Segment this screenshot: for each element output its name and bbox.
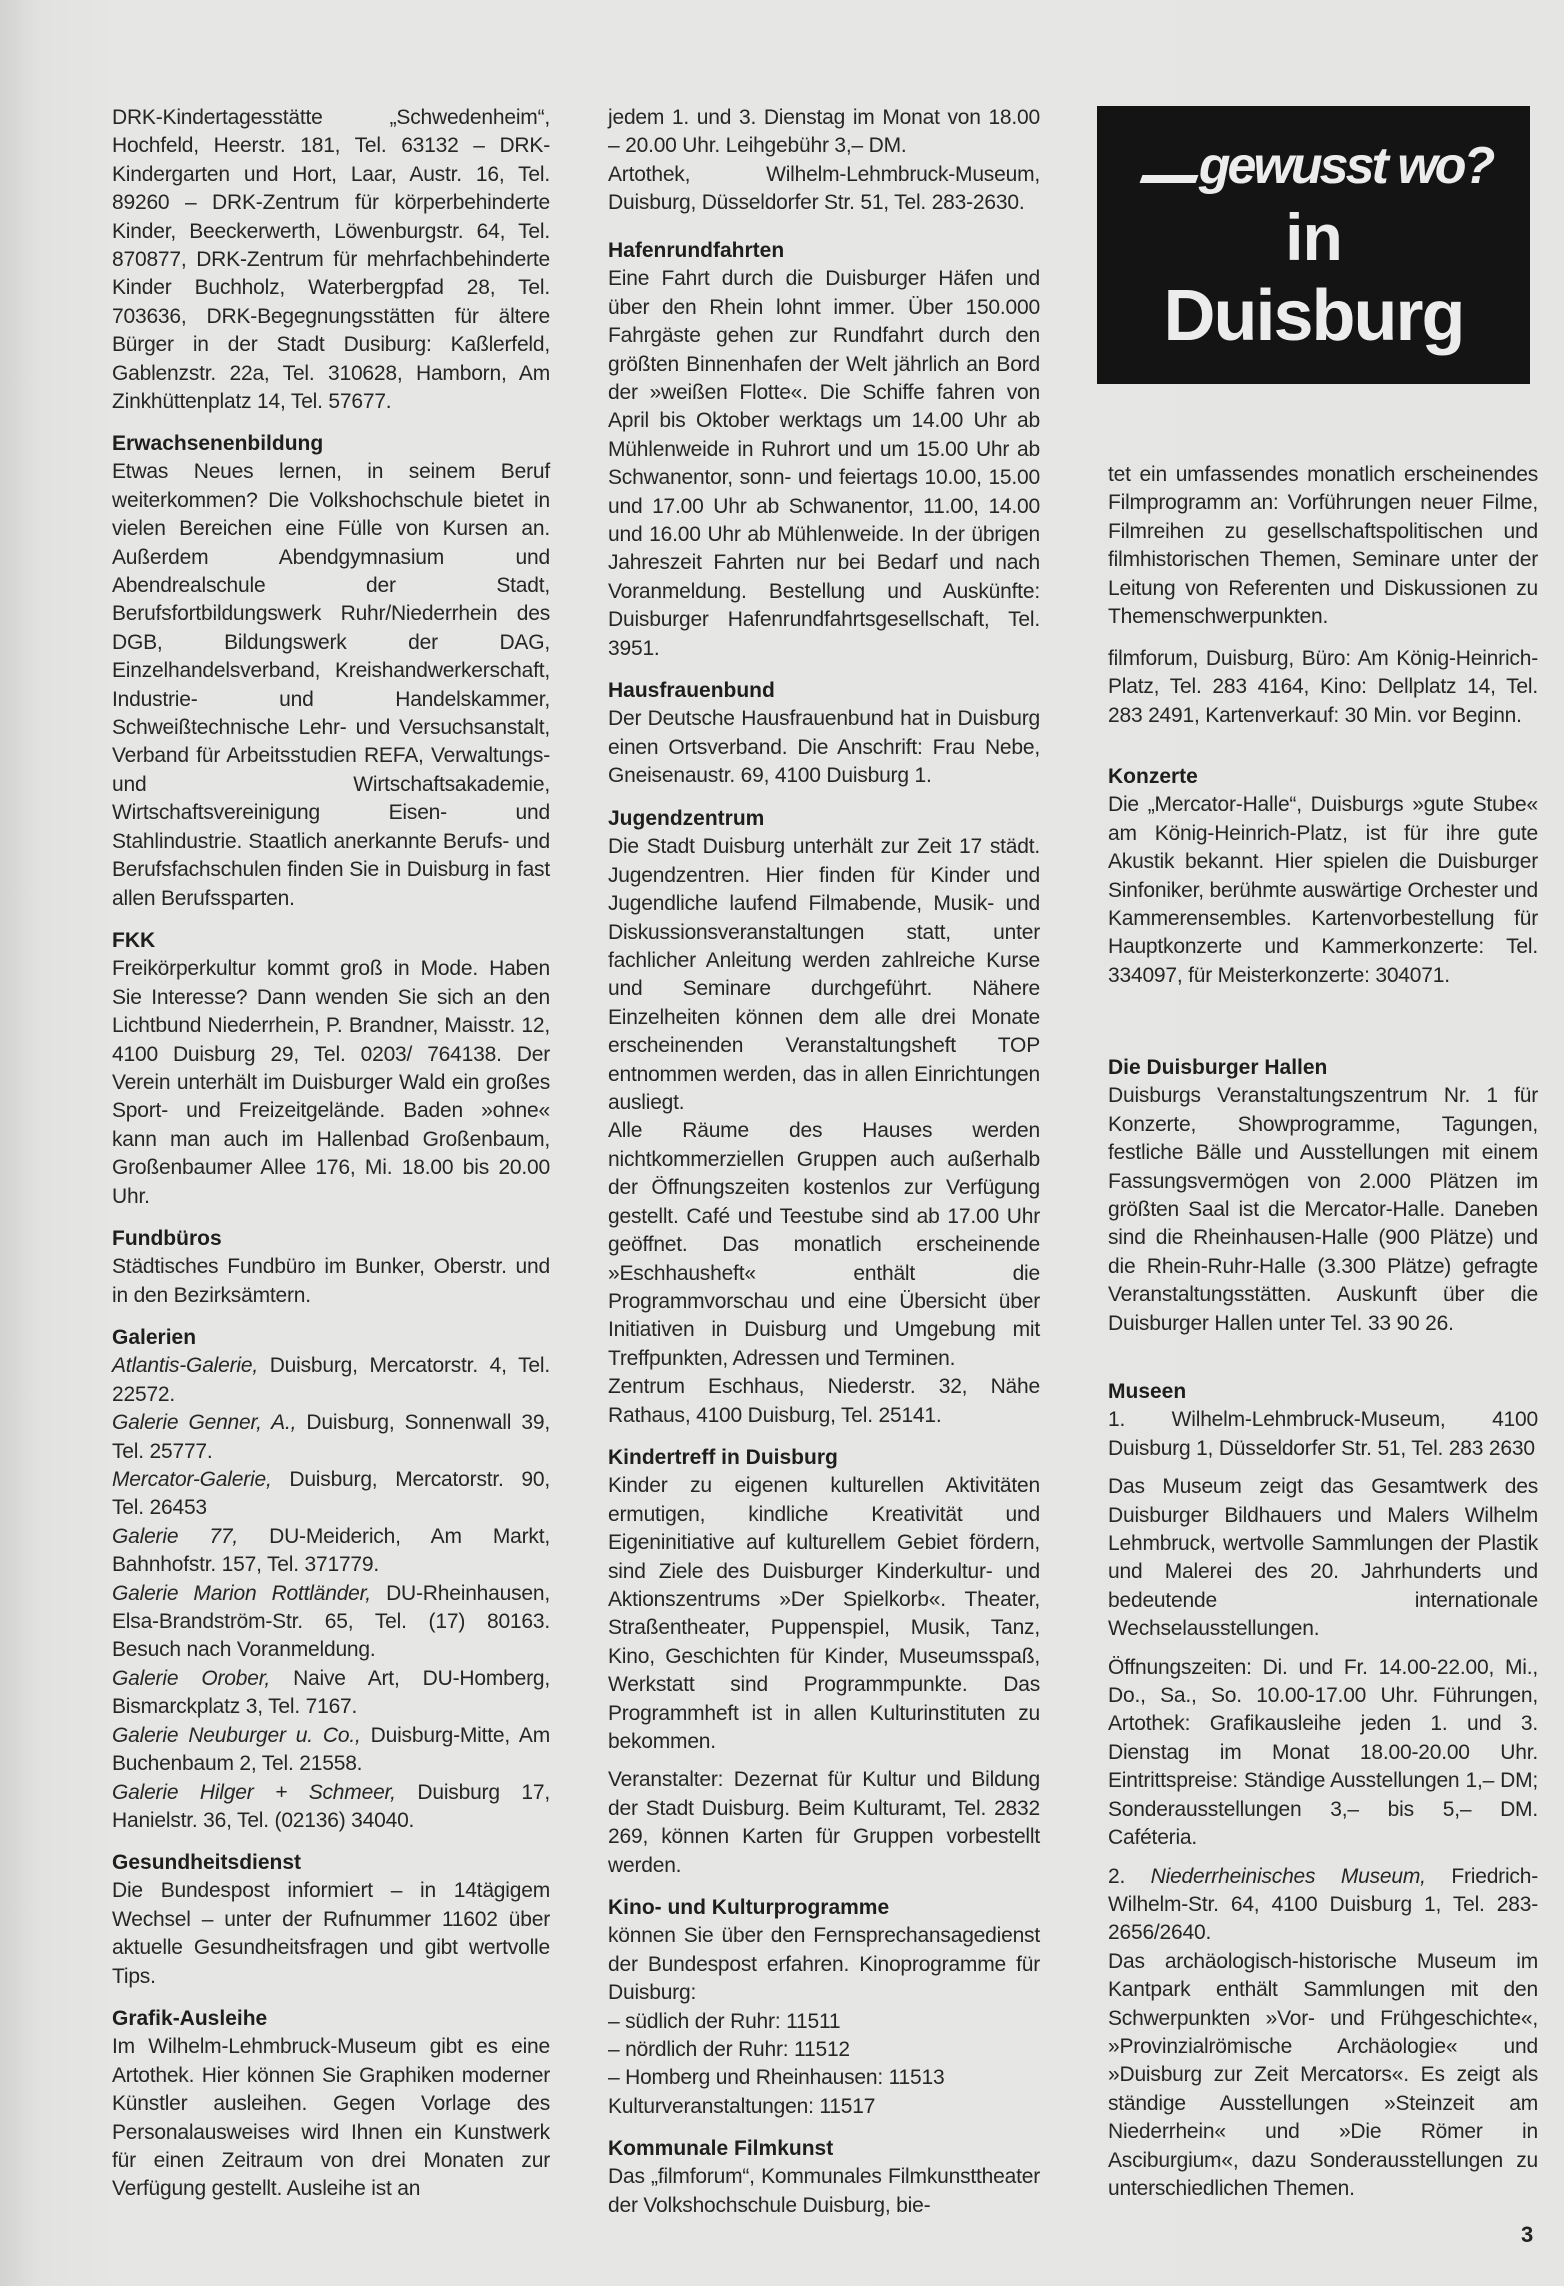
section-hafenrundfahrten xyxy=(608,237,1040,663)
logo-tagline: gewusst wo? xyxy=(1198,137,1493,195)
gewusst-wo-logo xyxy=(1097,106,1530,384)
entry-name: Galerie Hilger + Schmeer, xyxy=(112,1780,396,1804)
section-erwachsenenbildung xyxy=(112,430,550,913)
entry-name: Galerie Genner, A., xyxy=(112,1411,297,1435)
paragraph: – südlich der Ruhr: 11511 xyxy=(608,2009,841,2033)
paragraph: Zentrum Eschhaus, Niederstr. 32, Nähe Rathaus, 4100 Duisburg, Tel. 25141. xyxy=(608,1375,1040,1427)
section-heading: Galerien xyxy=(112,1326,197,1349)
paragraph: Freikörperkultur kommt groß in Mode. Haben Sie Interesse? Dann wenden Sie sich an den Lichtbund Niederrhein, P. Brandner, Maisstr. 12, 4100 Duisburg 29, Tel. 0203/ 764138. Der Verein unterhält im Duisburger Wald ein großes Sport- und Freizeitgelände. Baden »ohne« kann man auch im Hallenbad Großenbaum, Großenbaumer Allee 176, Mi. 18.00 bis 20.00 Uhr. xyxy=(112,957,550,1208)
paragraph xyxy=(112,1466,550,1523)
paragraph xyxy=(112,1580,550,1665)
section-heading: Museen xyxy=(1108,1380,1187,1403)
paragraph: Artothek, Wilhelm-Lehmbruck-Museum, Duisburg, Düsseldorfer Str. 51, Tel. 283-2630. xyxy=(608,162,1040,215)
section-konzerte xyxy=(1108,763,1538,990)
section-museen xyxy=(1108,1378,1538,2203)
paragraph: Alle Räume des Hauses werden nichtkommerziellen Gruppen auch außerhalb der Öffnungszeiten kostenlos zur Verfügung gestellt. Café und Teestube sind ab 17.00 Uhr geöffnet. Das monatlich erscheinende »Eschhausheft« enthält die Programmvorschau und eine Übersicht über Initiativen in Duisburg und Umgebung mit Treffpunkten, Adressen und Terminen. xyxy=(608,1119,1040,1370)
section-fundbueros xyxy=(112,1225,550,1310)
entry-text: Duisburg, Sonnenwall 39, Tel. 25777. xyxy=(112,1411,550,1463)
paragraph: – nördlich der Ruhr: 11512 xyxy=(608,2038,850,2062)
entry-text: Friedrich-Wilhelm-Str. 64, 4100 Duisburg 1, Tel. 283-2656/2640. xyxy=(1108,1864,1539,1945)
section-heading: FKK xyxy=(112,929,156,952)
paragraph: Kinder zu eigenen kulturellen Aktivitäten ermutigen, kindliche Kreativität und Eigeninitiative auf kulturellem Gebiet fördern, sind Ziele des Duisburger Kinderkultur- und Aktionszentrums »Der Spielkorb«. Theater, Straßentheater, Puppenspiel, Musik, Tanz, Kino, Geschichten für Kinder, Museumsspaß, Werkstatt sind Programmpunkte. Das Programmheft ist in allen Kulturinstituten zu bekommen. xyxy=(608,1474,1040,1754)
section-heading: Die Duisburger Hallen xyxy=(1108,1056,1328,1079)
entry-name: Galerie Neuburger u. Co., xyxy=(112,1723,361,1747)
section-filmkunst xyxy=(608,2135,1040,2220)
section-kino xyxy=(608,1894,1040,2121)
paragraph: Das Museum zeigt das Gesamtwerk des Duisburger Bildhauers und Malers Wilhelm Lehmbruck, wertvolle Sammlungen der Plastik und Malerei des 20. Jahrhunderts und bedeutende internationale Wechselausstellungen. xyxy=(1108,1475,1538,1641)
paragraph: Duisburgs Veranstaltungszentrum Nr. 1 für Konzerte, Showprogramme, Tagungen, festliche Bälle und Ausstellungen mit einem Fassungsvermögen von 2.000 Plätzen im größten Saal ist die Mercator-Halle. Daneben sind die Rheinhausen-Halle (900 Plätze) und die Rhein-Ruhr-Halle (3.300 Plätze) gefragte Veranstaltungsstätten. Auskunft über die Duisburger Hallen unter Tel. 33 90 26. xyxy=(1108,1084,1538,1335)
paragraph: Die „Mercator-Halle“, Duisburgs »gute Stube« am König-Heinrich-Platz, ist für ihre gute Akustik bekannt. Hier spielen die Duisburger Sinfoniker, berühmte auswärtige Orchester und Kammerensembles. Kartenvorbestellung für Hauptkonzerte und Kammerkonzerte: Tel. 334097, für Meisterkonzerte: 304071. xyxy=(1108,793,1538,987)
paragraph: Städtisches Fundbüro im Bunker, Oberstr. und in den Bezirksämtern. xyxy=(112,1255,550,1307)
paragraph xyxy=(112,1722,550,1779)
entry-text: Naive Art, DU-Homberg, Bismarckplatz 3, Tel. 7167. xyxy=(112,1666,550,1719)
entry-name: Galerie Orober, xyxy=(112,1666,271,1690)
section-heading: Grafik-Ausleihe xyxy=(112,2007,268,2030)
entry-name: Galerie Marion Rottländer, xyxy=(112,1581,371,1605)
section-jugendzentrum xyxy=(608,805,1040,1430)
section-heading: Kommunale Filmkunst xyxy=(608,2137,834,2160)
entry-name: Niederrheinisches Museum, xyxy=(1150,1864,1426,1888)
page-number: 3 xyxy=(1521,2222,1534,2247)
paragraph: 1. Wilhelm-Lehmbruck-Museum, 4100 Duisburg 1, Düsseldorfer Str. 51, Tel. 283 2630 xyxy=(1108,1408,1538,1460)
paragraph xyxy=(1108,1863,1538,1948)
entry-name: Galerie 77, xyxy=(112,1524,238,1548)
paragraph: Die Bundespost informiert – in 14tägigem Wechsel – unter der Rufnummer 11602 über aktuelle Gesundheitsfragen und gibt wertvolle Tips. xyxy=(112,1879,550,1988)
paragraph: Öffnungszeiten: Di. und Fr. 14.00-22.00, Mi., Do., Sa., So. 10.00-17.00 Uhr. Führungen, Artothek: Grafikausleihe jeden 1. und 3. Dienstag im Monat 18.00-20.00 Uhr. Eintrittspreise: Ständige Ausstellungen 1,– DM; Sonderausstellungen 3,– bis 5,– DM. Caféteria. xyxy=(1108,1655,1538,1850)
logo-underline-bar xyxy=(1139,175,1198,183)
paragraph: Im Wilhelm-Lehmbruck-Museum gibt es eine Artothek. Hier können Sie Graphiken moderner Künstler ausleihen. Gegen Vorlage des Personalausweises wird Ihnen ein Kunstwerk für einen Zeitraum von drei Monaten zur Verfügung gestellt. Ausleihe ist an xyxy=(112,2035,550,2201)
logo-line-1 xyxy=(1117,136,1516,196)
paragraph xyxy=(112,1352,550,1409)
paragraph: können Sie über den Fernsprechansagedienst der Bundespost erfahren. Kinoprogramme für Duisburg: xyxy=(608,1924,1040,2005)
paragraph: Das archäologisch-historische Museum im Kantpark enthält Sammlungen mit den Schwerpunkten »Vor- und Frühgeschichte«, »Provinzialrömische Archäologie« und »Duisburg zur Zeit Mercators«. Es zeigt als ständige Ausstellungen »Steinzeit am Niederrhein« und »Die Römer in Asciburgium«, dazu Sonderausstellungen zu unterschiedlichen Themen. xyxy=(1108,1949,1538,2200)
paragraph xyxy=(112,1409,550,1466)
entry-name: Atlantis-Galerie, xyxy=(112,1354,258,1378)
paragraph: Das „filmforum“, Kommunales Filmkunsttheater der Volkshochschule Duisburg, bie- xyxy=(608,2165,1040,2217)
section-artothek xyxy=(608,104,1040,218)
section-heading: Gesundheitsdienst xyxy=(112,1851,302,1874)
paragraph: Die Stadt Duisburg unterhält zur Zeit 17 städt. Jugendzentren. Hier finden für Kinder und Jugendliche laufend Filmabende, Musik- und Diskussionsveranstaltungen statt, unter fachlicher Anleitung werden zahlreiche Kurse und Seminare durchgeführt. Nähere Einzelheiten können dem alle drei Monate erscheinenden Veranstaltungsheft TOP entnommen werden, das in allen Einrichtungen ausliegt. xyxy=(608,835,1040,1115)
entry-name: Mercator-Galerie, xyxy=(112,1468,272,1492)
section-drk xyxy=(112,104,550,416)
section-heading: Fundbüros xyxy=(112,1227,222,1250)
entry-text: DU-Meiderich, Am Markt, Bahnhofstr. 157, Tel. 371779. xyxy=(112,1524,550,1577)
section-galerien xyxy=(112,1324,550,1835)
entry-text: Duisburg, Mercatorstr. 90, Tel. 26453 xyxy=(112,1468,550,1520)
logo-line-3: Duisburg xyxy=(1163,276,1464,356)
section-hausfrauenbund xyxy=(608,677,1040,791)
section-heading: Erwachsenenbildung xyxy=(112,432,324,455)
paragraph: – Homberg und Rheinhausen: 11513 xyxy=(608,2066,945,2090)
paragraph: DRK-Kindertagesstätte „Schwedenheim“, Hochfeld, Heerstr. 181, Tel. 63132 – DRK-Kindergarten und Hort, Laar, Austr. 16, Tel. 89260 – DRK-Zentrum für körperbehinderte Kinder, Beeckerwerth, Löwenburgstr. 64, Tel. 870877, DRK-Zentrum für mehrfachbehinderte Kinder Buchholz, Waterbergpfad 28, Tel. 703636, DRK-Begegnungsstätten für ältere Bürger in der Stadt Dusiburg: Kaßlerfeld, Gablenzstr. 22a, Tel. 310628, Hamborn, Am Zinkhüttenplatz 14, Tel. 57677. xyxy=(112,106,550,414)
entry-text: Duisburg-Mitte, Am Buchenbaum 2, Tel. 21558. xyxy=(112,1723,550,1776)
paragraph: filmforum, Duisburg, Büro: Am König-Heinrich-Platz, Tel. 283 4164, Kino: Dellplatz 14, Tel. 283 2491, Kartenverkauf: 30 Min. vor Beginn. xyxy=(1108,647,1538,727)
paragraph: Etwas Neues lernen, in seinem Beruf weiterkommen? Die Volkshochschule bietet in vielen Bereichen eine Fülle von Kursen an. Außerdem Abendgymnasium und Abendrealschule der Stadt, Berufsfortbildungswerk Ruhr/Niederrhein des DGB, Bildungswerk der DAG, Einzelhandelsverband, Kreishandwerkerschaft, Industrie- und Handelskammer, Schweißtechnische Lehr- und Versuchsanstalt, Verband für Arbeitsstudien REFA, Verwaltungs- und Wirtschaftsakademie, Wirtschaftsvereinigung Eisen- und Stahlindustrie. Staatlich anerkannte Berufs- und Berufsfachschulen finden Sie in Duisburg in fast allen Berufssparten. xyxy=(112,460,550,910)
section-heading: Konzerte xyxy=(1108,765,1198,788)
section-filmforum xyxy=(1108,461,1538,631)
section-heading: Hafenrundfahrten xyxy=(608,239,785,262)
section-hallen xyxy=(1108,1054,1538,1338)
section-heading: Kindertreff in Duisburg xyxy=(608,1446,838,1469)
section-kindertreff xyxy=(608,1444,1040,1880)
entry-text: DU-Rheinhausen, Elsa-Brandström-Str. 65, Tel. (17) 80163. Besuch nach Voranmeldung. xyxy=(112,1581,551,1662)
section-heading: Kino- und Kulturprogramme xyxy=(608,1896,890,1919)
paragraph: Veranstalter: Dezernat für Kultur und Bildung der Stadt Duisburg. Beim Kulturamt, Tel. 2832 269, können Karten für Gruppen vorbestellt werden. xyxy=(608,1768,1040,1877)
paragraph xyxy=(112,1523,550,1580)
paragraph xyxy=(112,1779,550,1836)
section-filmforum-address xyxy=(1108,645,1538,730)
paragraph: Kulturveranstaltungen: 11517 xyxy=(608,2094,876,2118)
section-fkk xyxy=(112,927,550,1211)
section-heading: Jugendzentrum xyxy=(608,807,765,830)
paragraph xyxy=(112,1665,550,1722)
section-heading: Hausfrauenbund xyxy=(608,679,775,702)
entry-text: Duisburg 17, Hanielstr. 36, Tel. (02136) 34040. xyxy=(112,1780,550,1832)
section-gesundheitsdienst xyxy=(112,1849,550,1991)
paragraph: jedem 1. und 3. Dienstag im Monat von 18.00 – 20.00 Uhr. Leihgebühr 3,– DM. xyxy=(608,106,1040,158)
logo-line-2: in xyxy=(1285,200,1342,274)
section-grafik-ausleihe xyxy=(112,2005,550,2204)
entry-text: Duisburg, Mercatorstr. 4, Tel. 22572. xyxy=(112,1354,550,1406)
entry-text: 2. xyxy=(1108,1864,1151,1888)
paragraph: tet ein umfassendes monatlich erscheinendes Filmprogramm an: Vorführungen neuer Filme, Filmreihen zu gesellschaftspolitischen und filmhistorischen Themen, Seminare unter der Leitung von Referenten und Diskussionen zu Themenschwerpunkten. xyxy=(1108,463,1538,629)
paragraph: Eine Fahrt durch die Duisburger Häfen und über den Rhein lohnt immer. Über 150.000 Fahrgäste gehen zur Rundfahrt durch den größten Binnenhafen der Welt jährlich an Bord der »weißen Flotte«. Die Schiffe fahren von April bis Oktober werktags um 14.00 Uhr ab Mühlenweide in Ruhrort und um 15.00 Uhr ab Schwanentor, sonn- und feiertags 10.00, 15.00 und 17.00 Uhr ab Schwanentor, 11.00, 14.00 und 16.00 Uhr ab Mühlenweide. In der übrigen Jahreszeit Fahrten nur bei Bedarf und nach Voranmeldung. Bestellung und Auskünfte: Duisburger Hafenrundfahrtsgesellschaft, Tel. 3951. xyxy=(608,267,1040,660)
paragraph: Der Deutsche Hausfrauenbund hat in Duisburg einen Ortsverband. Die Anschrift: Frau Nebe, Gneisenaustr. 69, 4100 Duisburg 1. xyxy=(608,707,1040,788)
